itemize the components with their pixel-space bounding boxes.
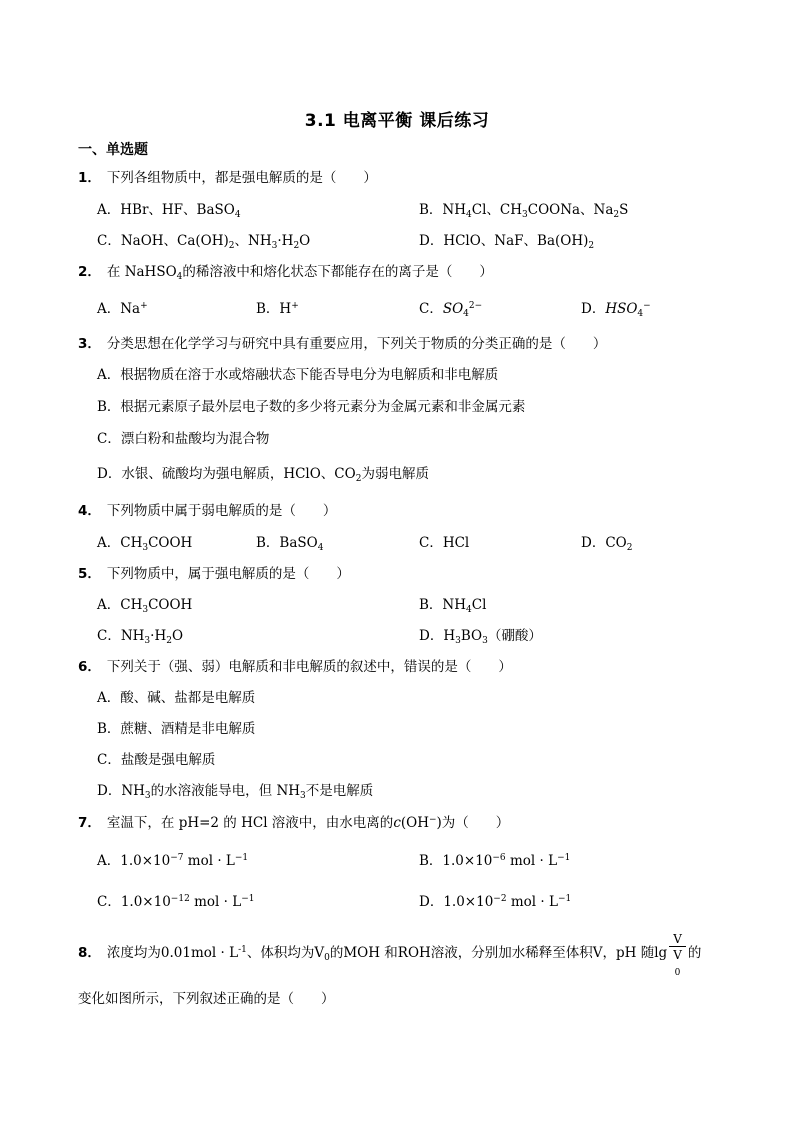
q1-option-c: C．NaOH、$Ca(OH)_2$、$NH_3\cdot H_2O$ xyxy=(97,233,311,251)
q2-option-c: C．$SO_4^{2-}$ xyxy=(419,301,483,319)
q7-option-a: A．$1.0\times 10^{-7}$ mol · $L^{-1}$ xyxy=(97,853,249,869)
q7-option-d: D．$1.0\times 10^{-2}$ mol · $L^{-1}$ xyxy=(419,894,572,910)
q4-option-a: A．$CH_3COOH$ xyxy=(97,535,193,553)
question-number: 7． xyxy=(78,815,101,831)
question-number: 1． xyxy=(78,170,101,186)
q1-option-b: B．$NH_4Cl$、$CH_3COONa$、$Na_2S$ xyxy=(419,202,629,220)
q1-option-a: A．HBr、HF、BaSO$_4$ xyxy=(97,202,241,220)
question-7: 7． 室温下，在 pH=2 的 HCl 溶液中，由水电离的c(OH−)为（ ） xyxy=(78,815,510,831)
q2-option-b: B．H+ xyxy=(256,301,299,317)
section-heading: 一、单选题 xyxy=(78,142,148,158)
q6-option-d: D．$NH_3$的水溶液能导电，但 $NH_3$不是电解质 xyxy=(97,783,374,801)
q4-option-c: C．HCl xyxy=(419,535,470,551)
question-1 xyxy=(78,166,377,186)
question-number: 8． xyxy=(78,945,101,961)
q2-option-a: A．Na+ xyxy=(97,301,148,317)
question-text: 下列各组物质中，都是强电解质的是（ ） xyxy=(106,170,377,186)
q5-option-a: A．$CH_3COOH$ xyxy=(97,597,193,615)
question-number: 3． xyxy=(78,336,101,352)
q5-option-b: B．$NH_4Cl$ xyxy=(419,597,487,615)
question-number: 2． xyxy=(78,264,101,280)
question-6: 6． 下列关于（强、弱）电解质和非电解质的叙述中，错误的是（ ） xyxy=(78,659,512,675)
q6-option-c: C．盐酸是强电解质 xyxy=(97,752,216,768)
q2-option-d: D．$HSO_4^-$ xyxy=(581,301,651,319)
fraction: V V $_0$ xyxy=(669,932,686,975)
q6-option-b: B．蔗糖、酒精是非电解质 xyxy=(97,721,256,737)
q4-option-b: B．BaSO$_4$ xyxy=(256,535,324,553)
question-number: 5． xyxy=(78,566,101,582)
q7-option-b: B．$1.0\times 10^{-6}$ mol · $L^{-1}$ xyxy=(419,853,571,869)
q3-option-b: B．根据元素原子最外层电子数的多少将元素分为金属元素和非金属元素 xyxy=(97,399,526,415)
q3-option-d: D．水银、硫酸均为强电解质，HClO、$CO_2$为弱电解质 xyxy=(97,466,429,484)
question-3: 3． 分类思想在化学学习与研究中具有重要应用，下列关于物质的分类正确的是（ ） xyxy=(78,336,607,352)
page-title: 3.1 电离平衡 课后练习 xyxy=(304,111,490,131)
q5-option-c: C．$NH_3\cdot H_2O$ xyxy=(97,628,184,646)
question-number: 4． xyxy=(78,503,101,519)
q1-option-d: D．HClO、NaF、$Ba(OH)_2$ xyxy=(419,233,595,251)
question-4: 4． 下列物质中属于弱电解质的是（ ） xyxy=(78,503,337,519)
question-8-line-2: 变化如图所示，下列叙述正确的是（ ） xyxy=(78,991,335,1007)
q7-option-c: C．$1.0\times 10^{-12}$ mol · $L^{-1}$ xyxy=(97,894,255,910)
question-number: 6． xyxy=(78,659,101,675)
question-2: 2． 在 NaHSO$_4$的稀溶液中和熔化状态下都能存在的离子是（ ） xyxy=(78,264,493,282)
q3-option-a: A．根据物质在溶于水或熔融状态下能否导电分为电解质和非电解质 xyxy=(97,367,499,383)
q4-option-d: D．$CO_2$ xyxy=(581,535,633,553)
q3-option-c: C．漂白粉和盐酸均为混合物 xyxy=(97,431,270,447)
q5-option-d: D．$H_3BO_3$（硼酸） xyxy=(419,628,542,646)
question-5: 5． 下列物质中，属于强电解质的是（ ） xyxy=(78,566,350,582)
q6-option-a: A．酸、碱、盐都是电解质 xyxy=(97,690,256,706)
question-8: 8． 浓度均为$0.01mol \cdot L^{-1}$、体积均为$V_0$的MOH 和ROH溶液，分别加水稀释至体积V，pH 随lg V V $_0$ 的 xyxy=(78,932,702,978)
